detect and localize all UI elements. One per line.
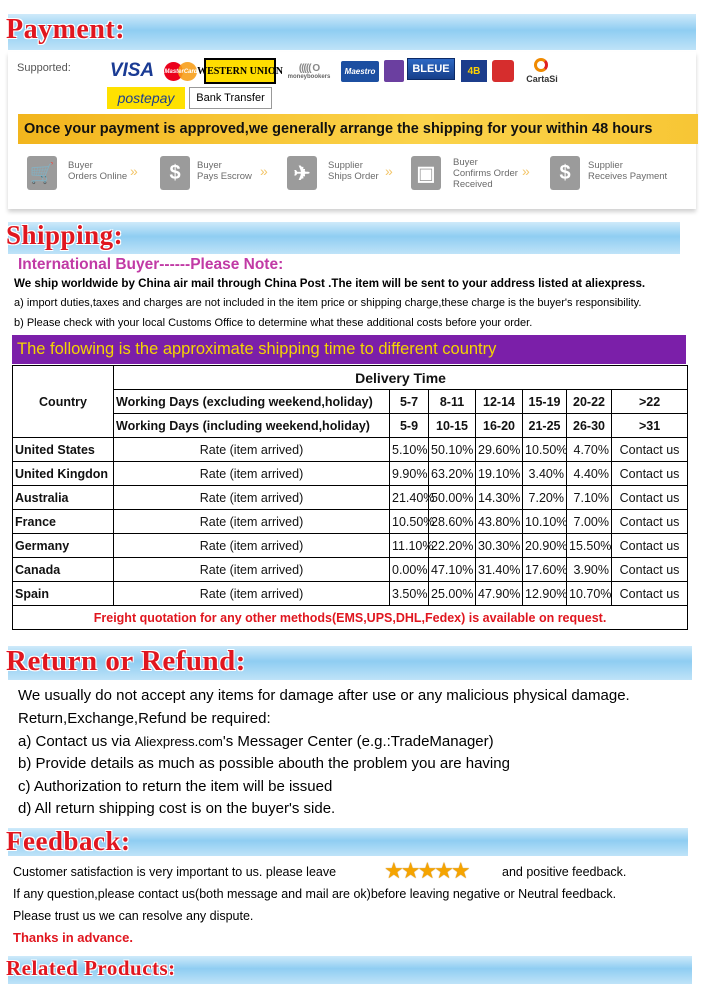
rate-cell: 43.80%	[476, 510, 523, 534]
rate-cell: 25.00%	[429, 582, 476, 606]
supported-label: Supported:	[17, 62, 71, 74]
return-text-part: 's Messager Center (e.g.:TradeManager)	[222, 733, 494, 750]
step-text: Supplier Ships Order	[328, 160, 379, 182]
range-cell: 10-15	[429, 414, 476, 438]
step-text: Buyer Orders Online	[68, 160, 128, 182]
range-cell: 16-20	[476, 414, 523, 438]
rate-cell: 0.00%	[390, 558, 429, 582]
moneybookers-logo: ((((( O moneybookers	[287, 62, 331, 80]
shipping-title: Shipping:	[6, 220, 124, 250]
bank-transfer-logo: Bank Transfer	[189, 87, 272, 109]
aliexpress-name: Aliexpress.com	[134, 734, 223, 749]
rate-cell: 3.90%	[567, 558, 612, 582]
rate-cell: 10.50%	[390, 510, 429, 534]
range-cell: 5-9	[390, 414, 429, 438]
five-star-icon: ★★★★★	[384, 858, 468, 883]
contact-us-cell: Contact us	[612, 462, 688, 486]
rate-cell: 12.90%	[523, 582, 567, 606]
chevron-right-icon: »	[522, 163, 530, 179]
maestro-logo: Maestro	[341, 61, 379, 82]
rate-label-cell: Rate (item arrived)	[114, 510, 390, 534]
range-cell: 8-11	[429, 390, 476, 414]
rate-cell: 21.40%	[390, 486, 429, 510]
range-cell: >31	[612, 414, 688, 438]
rate-cell: 47.10%	[429, 558, 476, 582]
rate-cell: 20.90%	[523, 534, 567, 558]
country-header: Country	[13, 366, 114, 438]
country-cell: Australia	[13, 486, 114, 510]
return-text: d) All return shipping cost is on the buyer's side.	[18, 800, 336, 817]
rate-cell: 28.60%	[429, 510, 476, 534]
step-text: Buyer Pays Escrow	[197, 160, 252, 182]
airplane-icon: ✈	[287, 156, 317, 190]
step-text: Supplier Receives Payment	[588, 160, 668, 182]
thanks-text: Thanks in advance.	[13, 930, 133, 945]
dollar-icon: $	[550, 156, 580, 190]
rate-cell: 3.40%	[523, 462, 567, 486]
chevron-right-icon: »	[260, 163, 268, 179]
payment-card-icon	[384, 60, 404, 82]
range-cell: 12-14	[476, 390, 523, 414]
cart-icon: 🛒	[27, 156, 57, 190]
rate-cell: 7.00%	[567, 510, 612, 534]
rate-cell: 63.20%	[429, 462, 476, 486]
freight-quotation-note: Freight quotation for any other methods(EMS,UPS,DHL,Fedex) is available on request.	[13, 606, 688, 630]
range-cell: >22	[612, 390, 688, 414]
rate-cell: 14.30%	[476, 486, 523, 510]
table-row	[13, 462, 688, 486]
range-cell: 21-25	[523, 414, 567, 438]
table-row	[13, 366, 688, 390]
return-text	[18, 733, 494, 750]
feedback-text: Customer satisfaction is very important to us. please leave	[13, 865, 337, 879]
rate-cell: 11.10%	[390, 534, 429, 558]
range-cell: 20-22	[567, 390, 612, 414]
shipping-time-table	[12, 365, 688, 630]
country-cell: France	[13, 510, 114, 534]
shipping-info-line: a) import duties,taxes and charges are not included in the item price or shipping charge,these charge is the buyer's responsibility.	[14, 297, 642, 309]
rate-cell: 47.90%	[476, 582, 523, 606]
range-cell: 15-19	[523, 390, 567, 414]
return-title: Return or Refund:	[6, 645, 246, 677]
return-text: Return,Exchange,Refund be required:	[18, 710, 271, 727]
intl-buyer-note: International Buyer------Please Note:	[18, 256, 284, 273]
rate-cell: 10.70%	[567, 582, 612, 606]
return-text: We usually do not accept any items for damage after use or any malicious physical damage.	[18, 687, 630, 704]
table-row	[13, 558, 688, 582]
rate-cell: 4.70%	[567, 438, 612, 462]
rate-cell: 7.10%	[567, 486, 612, 510]
rate-label-cell: Rate (item arrived)	[114, 582, 390, 606]
rate-cell: 10.10%	[523, 510, 567, 534]
visa-logo: VISA	[109, 60, 155, 81]
mastercard-logo: MasterCard	[162, 61, 200, 82]
working-days-excl-label: Working Days (excluding weekend,holiday)	[114, 390, 390, 414]
rate-cell: 50.10%	[429, 438, 476, 462]
related-products-title: Related Products:	[6, 956, 176, 980]
contact-us-cell: Contact us	[612, 558, 688, 582]
country-cell: Canada	[13, 558, 114, 582]
rate-cell: 30.30%	[476, 534, 523, 558]
rate-cell: 31.40%	[476, 558, 523, 582]
country-cell: Spain	[13, 582, 114, 606]
rate-cell: 5.10%	[390, 438, 429, 462]
rate-cell: 15.50%	[567, 534, 612, 558]
shipping-info-line: We ship worldwide by China air mail through China Post .The item will be sent to your address listed at aliexpress.	[14, 277, 646, 290]
rate-cell: 22.20%	[429, 534, 476, 558]
delivery-time-header: Delivery Time	[114, 366, 688, 390]
rate-label-cell: Rate (item arrived)	[114, 558, 390, 582]
payment-title: Payment:	[6, 14, 126, 45]
rate-cell: 29.60%	[476, 438, 523, 462]
feedback-text: Please trust us we can resolve any dispute.	[13, 909, 254, 923]
country-cell: United States	[13, 438, 114, 462]
payment-notice: Once your payment is approved,we generally arrange the shipping for your within 48 hours	[18, 114, 698, 144]
rate-label-cell: Rate (item arrived)	[114, 462, 390, 486]
range-cell: 26-30	[567, 414, 612, 438]
table-row	[13, 390, 688, 414]
payment-card-icon	[492, 60, 514, 82]
table-row	[13, 414, 688, 438]
country-cell: Germany	[13, 534, 114, 558]
range-cell: 5-7	[390, 390, 429, 414]
contact-us-cell: Contact us	[612, 534, 688, 558]
return-text: b) Provide details as much as possible abouth the problem you are having	[18, 755, 510, 772]
shipping-info-line: b) Please check with your local Customs Office to determine what these additional costs before your order.	[14, 317, 533, 329]
contact-us-cell: Contact us	[612, 582, 688, 606]
rate-label-cell: Rate (item arrived)	[114, 534, 390, 558]
return-text-part: a) Contact us via	[18, 733, 135, 750]
rate-cell: 4.40%	[567, 462, 612, 486]
payment-card-icon: 4B	[461, 60, 487, 82]
shipping-time-banner: The following is the approximate shipping time to different country	[12, 335, 686, 364]
table-row	[13, 534, 688, 558]
rate-cell: 7.20%	[523, 486, 567, 510]
feedback-title: Feedback:	[6, 826, 131, 856]
contact-us-cell: Contact us	[612, 438, 688, 462]
step-text: Buyer Confirms Order Received	[453, 157, 518, 190]
feedback-text: If any question,please contact us(both message and mail are ok)before leaving negative or Neutral feedback.	[13, 887, 617, 901]
rate-cell: 50.00%	[429, 486, 476, 510]
table-row	[13, 582, 688, 606]
contact-us-cell: Contact us	[612, 486, 688, 510]
table-row	[13, 510, 688, 534]
box-icon: ▣	[411, 156, 441, 190]
chevron-right-icon: »	[385, 163, 393, 179]
carte-bleue-logo: BLEUE	[407, 58, 455, 80]
rate-cell: 9.90%	[390, 462, 429, 486]
rate-label-cell: Rate (item arrived)	[114, 438, 390, 462]
postepay-logo: postepay	[107, 87, 185, 109]
rate-label-cell: Rate (item arrived)	[114, 486, 390, 510]
rate-cell: 19.10%	[476, 462, 523, 486]
cartasi-logo: CartaSi	[518, 58, 566, 84]
dollar-icon: $	[160, 156, 190, 190]
country-cell: United Kingdon	[13, 462, 114, 486]
chevron-right-icon: »	[130, 163, 138, 179]
western-union-logo: WESTERN UNION	[204, 58, 276, 84]
table-row	[13, 438, 688, 462]
contact-us-cell: Contact us	[612, 510, 688, 534]
return-text: c) Authorization to return the item will be issued	[18, 778, 333, 795]
table-row	[13, 606, 688, 630]
rate-cell: 17.60%	[523, 558, 567, 582]
table-row	[13, 486, 688, 510]
rate-cell: 3.50%	[390, 582, 429, 606]
working-days-incl-label: Working Days (including weekend,holiday)	[114, 414, 390, 438]
feedback-text: and positive feedback.	[502, 865, 627, 879]
rate-cell: 10.50%	[523, 438, 567, 462]
